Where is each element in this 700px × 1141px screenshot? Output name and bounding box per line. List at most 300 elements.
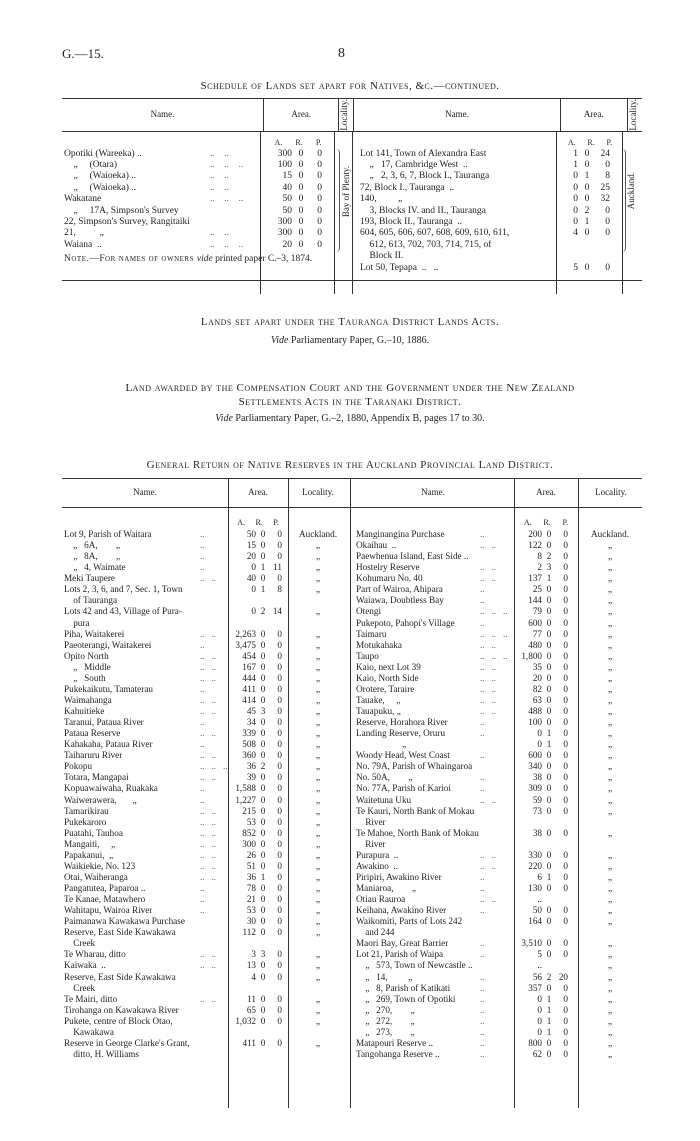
row-leader: .. .. (210, 171, 229, 182)
row-leader: .. .. (480, 694, 497, 705)
row-leader: .. .. (200, 860, 217, 871)
row-name: Manginangina Purchase (356, 529, 445, 539)
row-perches: 0 (277, 672, 282, 683)
row-perches: 0 (605, 228, 610, 239)
row-acres: 15 (282, 171, 292, 182)
row-perches: 0 (563, 739, 568, 750)
table-row (354, 595, 642, 606)
row-leader: .. .. (200, 650, 217, 661)
row-name: Taiharuru River (64, 750, 123, 761)
row-acres: 1 (573, 160, 578, 171)
row-acres: 167 (242, 661, 256, 672)
table-row (354, 640, 642, 651)
table-row (354, 817, 642, 828)
row-perches: 0 (277, 949, 282, 960)
table-row (62, 850, 350, 861)
row-leader: .. .. (480, 894, 497, 905)
table-row (358, 251, 622, 262)
row-roods: 0 (546, 772, 552, 783)
table-row (62, 595, 350, 606)
table-row (354, 761, 642, 772)
row-name: Kahuitieke (64, 706, 105, 716)
row-roods: 1 (546, 993, 552, 1004)
table-row (62, 562, 350, 573)
row-acres: 100 (528, 717, 542, 728)
row-name: Pukepoto, Pahopi's Village (356, 617, 455, 628)
row-perches: 24 (600, 148, 610, 159)
row-roods: 0 (260, 717, 266, 728)
row-roods: 1 (546, 1026, 552, 1037)
row-name: Paimanawa Kawakawa Purchase (64, 916, 185, 927)
row-acres: 0 (537, 1015, 542, 1026)
row-acres: 26 (246, 849, 256, 860)
row-perches: 0 (277, 728, 282, 739)
row-name: No. 79A, Parish of Whaingaroa (356, 761, 473, 772)
row-name: „ 8A, „ (64, 551, 121, 562)
table-row (358, 217, 622, 228)
row-roods: 0 (546, 938, 552, 949)
row-name: Tauapuku, „ (356, 706, 401, 716)
row-locality: „ (315, 816, 321, 827)
row-perches: 0 (317, 148, 322, 159)
document-reference: G.—15. (62, 46, 104, 61)
row-perches: 0 (563, 661, 568, 672)
row-name: Paeoterangi, Waitakerei (64, 639, 152, 650)
row-acres: 164 (528, 916, 542, 927)
row-name: 21, „ (64, 228, 104, 239)
row-roods: 0 (298, 239, 304, 250)
row-perches: 0 (277, 871, 282, 882)
table-row (354, 1038, 642, 1049)
row-name: Okaihau .. (356, 540, 397, 551)
table-row (62, 171, 352, 182)
row-roods: 0 (260, 860, 266, 871)
row-acres: 53 (246, 816, 256, 827)
row-roods: 0 (260, 750, 266, 761)
table-row (62, 1038, 350, 1049)
row-roods: 0 (260, 628, 266, 639)
row-name: „ 270, „ (356, 1004, 415, 1015)
row-roods: 0 (584, 228, 590, 239)
row-name: Te Kauri, North Bank of Mokau (356, 805, 475, 816)
row-acres: 5 (537, 949, 542, 960)
row-acres: 508 (242, 739, 256, 750)
row-roods: 0 (260, 1015, 266, 1026)
table-row (62, 806, 350, 817)
row-perches: 14 (272, 606, 282, 617)
row-locality: „ (607, 1004, 613, 1015)
row-name: Tamarikirau (64, 805, 109, 816)
row-locality: „ (315, 971, 321, 982)
row-roods: 0 (260, 794, 266, 805)
table-row (354, 1016, 642, 1027)
table-row (62, 529, 350, 540)
row-perches: 0 (277, 838, 282, 849)
table-row (354, 872, 642, 883)
row-acres: 35 (532, 661, 542, 672)
table-row (62, 1016, 350, 1027)
row-locality: „ (607, 717, 613, 728)
row-locality: „ (607, 905, 613, 916)
table-row (358, 183, 622, 194)
row-locality: „ (315, 905, 321, 916)
row-acres: 15 (246, 540, 256, 551)
row-perches: 0 (277, 683, 282, 694)
row-name: Waitetuna Uku (356, 794, 412, 805)
row-acres: 2 (537, 562, 542, 573)
row-roods: 0 (260, 650, 266, 661)
row-locality: „ (607, 971, 613, 982)
table-row (62, 240, 352, 251)
row-name: No. 77A, Parish of Karioi (356, 783, 451, 794)
row-perches: 0 (563, 982, 568, 993)
row-locality: „ (607, 871, 613, 882)
row-acres: 50 (246, 529, 256, 539)
row-acres: 79 (532, 606, 542, 617)
row-locality: „ (315, 694, 321, 705)
row-acres: .. (537, 894, 542, 905)
table-row (354, 695, 642, 706)
row-name: Block II. (360, 251, 404, 262)
row-acres: 800 (528, 1037, 542, 1048)
row-roods: 0 (260, 916, 266, 927)
row-leader: .. (480, 938, 485, 949)
row-leader: .. (200, 540, 205, 551)
table-row (354, 839, 642, 850)
table-row (62, 149, 352, 160)
row-roods: 2 (584, 205, 590, 216)
row-perches: 0 (563, 1048, 568, 1059)
schedule-title: Schedule of Lands set apart for Natives, &c.—continued. (200, 80, 500, 92)
table-row (62, 706, 350, 717)
row-roods: 0 (546, 717, 552, 728)
table-row (354, 795, 642, 806)
row-acres: 3 (251, 949, 256, 960)
row-perches: 0 (277, 993, 282, 1004)
row-leader: .. (200, 783, 205, 794)
row-name: Piha, Waitakerei (64, 628, 125, 639)
table-row (354, 1027, 642, 1038)
table-row (354, 927, 642, 938)
row-name: Puatahi, Tauhoa (64, 827, 123, 838)
row-perches: 0 (277, 639, 282, 650)
row-roods: 0 (584, 148, 590, 159)
table-row (62, 1027, 350, 1038)
row-acres: 130 (528, 883, 542, 893)
schedule-note: Note.—For names of owners vide printed paper C.–3, 1874. (64, 253, 313, 264)
row-name: Keihana, Awakino River (356, 905, 447, 916)
row-name: and 244 (356, 927, 395, 938)
row-locality: „ (315, 728, 321, 739)
row-acres: 1,588 (235, 783, 256, 794)
table-row (62, 206, 352, 217)
row-locality: „ (315, 606, 321, 617)
row-roods: 0 (260, 540, 266, 551)
row-perches: 0 (277, 1015, 282, 1026)
table-row (62, 684, 350, 695)
table-row (358, 171, 622, 182)
row-leader: .. (480, 584, 485, 595)
table-row (62, 695, 350, 706)
row-acres: 63 (532, 694, 542, 705)
row-roods: 0 (298, 171, 304, 182)
row-perches: 0 (317, 205, 322, 216)
row-locality: „ (315, 562, 321, 573)
row-acres: 13 (246, 960, 256, 971)
row-perches: 8 (605, 171, 610, 182)
row-locality: „ (315, 849, 321, 860)
row-roods: 0 (546, 606, 552, 617)
table-row (62, 960, 350, 971)
table-row (354, 828, 642, 839)
row-locality: „ (607, 540, 613, 551)
row-name: Totara, Mangapai (64, 772, 129, 783)
row-acres: 62 (532, 1048, 542, 1059)
row-leader: .. (480, 1037, 485, 1048)
row-name: Matapouri Reserve .. (356, 1037, 434, 1048)
row-name: „ 2, 3, 6, 7, Block I., Tauranga (360, 171, 490, 182)
row-perches: 0 (277, 827, 282, 838)
row-perches: 0 (317, 160, 322, 171)
row-acres: 65 (246, 1004, 256, 1015)
row-acres: 444 (242, 672, 256, 683)
row-leader: .. (480, 717, 485, 728)
table-row (354, 706, 642, 717)
table-row (62, 618, 350, 629)
col-header-area-right: Area. (560, 99, 627, 132)
row-name: Motukahaka (356, 639, 402, 650)
row-acres: 137 (528, 573, 542, 584)
row-acres: 36 (246, 761, 256, 772)
row-leader: .. .. (200, 672, 217, 683)
row-acres: 0 (537, 739, 542, 750)
row-acres: .. (537, 960, 542, 971)
locality-auckland: Auckland. (626, 171, 636, 209)
row-perches: 0 (563, 938, 568, 949)
row-name: Waikomiti, Parts of Lots 242 (356, 916, 463, 927)
table-row (358, 240, 622, 251)
row-perches: 0 (277, 573, 282, 584)
row-roods: 0 (546, 1037, 552, 1048)
table-row (354, 983, 642, 994)
col-header-name-right: Name. (354, 99, 560, 132)
row-name: River (356, 838, 386, 849)
row-roods: 0 (298, 194, 304, 205)
row-name: Waiwerawera, „ (64, 794, 137, 805)
row-roods: 0 (546, 883, 552, 893)
row-locality: „ (315, 628, 321, 639)
table-row (62, 750, 350, 761)
table-row (62, 662, 350, 673)
row-perches: 0 (277, 849, 282, 860)
row-name: Te Kanae, Matawhero (64, 894, 146, 905)
row-locality: „ (607, 794, 613, 805)
row-acres: 30 (246, 916, 256, 927)
row-leader: .. .. .. (480, 650, 508, 661)
row-name: Pukete, centre of Block Otao, (64, 1015, 173, 1026)
table-row (62, 217, 352, 228)
table-row (62, 949, 350, 960)
row-acres: 45 (246, 706, 256, 716)
row-acres: 215 (242, 805, 256, 816)
row-locality: „ (315, 739, 321, 750)
gen-arp-left: A. R. P. (237, 518, 279, 527)
row-perches: 0 (563, 606, 568, 617)
row-locality: „ (315, 805, 321, 816)
row-acres: 0 (251, 584, 256, 595)
row-roods: 0 (546, 805, 552, 816)
row-name: „ (Waioeka) .. (64, 171, 137, 182)
row-leader: .. .. (200, 993, 217, 1004)
row-acres: 122 (528, 540, 542, 551)
row-perches: 0 (277, 783, 282, 794)
table-row (354, 584, 642, 595)
row-leader: .. .. (200, 871, 217, 882)
row-acres: 5 (573, 262, 578, 273)
row-roods: 0 (298, 160, 304, 171)
row-perches: 0 (277, 916, 282, 927)
table-row (358, 194, 622, 205)
row-leader: .. (480, 1048, 485, 1059)
row-perches: 0 (277, 661, 282, 672)
row-leader: .. (200, 883, 205, 893)
row-name: „ 269, Town of Opotiki (356, 993, 456, 1004)
row-perches: 0 (277, 772, 282, 783)
row-acres: 330 (528, 849, 542, 860)
row-acres: 3,475 (235, 639, 256, 650)
row-locality: „ (607, 827, 613, 838)
table-row (358, 263, 622, 274)
row-roods: 1 (260, 584, 266, 595)
row-perches: 0 (605, 160, 610, 171)
row-roods: 1 (260, 562, 266, 573)
row-locality: „ (315, 927, 321, 938)
row-locality: „ (315, 717, 321, 728)
row-locality: „ (315, 1015, 321, 1026)
row-locality: „ (315, 750, 321, 761)
row-name: Taupo (356, 650, 379, 661)
row-locality: „ (315, 1037, 321, 1048)
row-roods: 0 (260, 739, 266, 750)
row-locality: „ (607, 683, 613, 694)
row-roods: 0 (260, 838, 266, 849)
row-locality: „ (315, 993, 321, 1004)
row-perches: 0 (563, 694, 568, 705)
row-perches: 0 (277, 805, 282, 816)
row-leader: .. .. .. (210, 194, 244, 205)
table-row (354, 673, 642, 684)
row-acres: 0 (537, 1026, 542, 1037)
schedule-table (62, 98, 642, 281)
table-row (354, 562, 642, 573)
row-locality: „ (607, 562, 613, 573)
table-row (62, 761, 350, 772)
row-name: Mangaiti, „ (64, 838, 116, 849)
row-acres: 488 (528, 706, 542, 716)
row-locality: „ (607, 639, 613, 650)
row-roods: 0 (546, 694, 552, 705)
row-roods: 0 (546, 617, 552, 628)
row-acres: 51 (246, 860, 256, 871)
row-acres: 59 (532, 794, 542, 805)
table-row (62, 160, 352, 171)
row-perches: 0 (317, 228, 322, 239)
row-perches: 25 (600, 182, 610, 193)
row-roods: 0 (546, 750, 552, 761)
row-locality: „ (607, 860, 613, 871)
table-row (62, 817, 350, 828)
row-acres: 300 (277, 228, 292, 239)
row-leader: .. (480, 1026, 485, 1037)
row-roods: 0 (546, 949, 552, 960)
row-acres: 1,227 (235, 794, 256, 805)
row-locality: „ (315, 871, 321, 882)
row-perches: 0 (277, 960, 282, 971)
row-roods: 0 (260, 694, 266, 705)
row-roods: 1 (546, 871, 552, 882)
row-roods: 0 (260, 816, 266, 827)
row-perches: 0 (563, 794, 568, 805)
row-name: Paewhenua Island, East Side .. (356, 551, 469, 562)
row-locality: Auckland. (298, 529, 337, 539)
table-row (354, 739, 642, 750)
table-row (62, 927, 350, 938)
row-name: Lot 21, Parish of Waipa (356, 949, 444, 960)
compensation-heading-line1: Land awarded by the Compensation Court and the Government under the New Zealand (125, 382, 575, 394)
row-acres: 0 (573, 217, 578, 227)
row-locality: „ (607, 960, 613, 971)
row-locality: „ (607, 761, 613, 772)
row-acres: 2,263 (235, 628, 256, 639)
table-row (358, 149, 622, 160)
row-locality: „ (315, 960, 321, 971)
row-acres: 220 (528, 860, 542, 871)
row-name: „ South (64, 672, 106, 683)
row-name: Wakatane (64, 194, 102, 205)
row-locality: „ (607, 894, 613, 905)
row-leader: .. .. (200, 849, 217, 860)
row-leader: .. (200, 529, 205, 539)
row-roods: 0 (260, 849, 266, 860)
row-name: Reserve, East Side Kawakawa (64, 927, 176, 938)
row-roods: 0 (546, 827, 552, 838)
row-name: pura (64, 617, 90, 628)
row-locality: „ (315, 706, 321, 716)
table-row (62, 828, 350, 839)
table-row (62, 772, 350, 783)
row-leader: .. (480, 728, 485, 739)
row-acres: 100 (277, 160, 292, 171)
table-row (354, 806, 642, 817)
table-row (62, 983, 350, 994)
row-leader: .. .. (480, 706, 497, 716)
row-leader: .. (480, 783, 485, 794)
row-locality: „ (607, 584, 613, 595)
table-row (354, 949, 642, 960)
row-locality: „ (315, 783, 321, 794)
row-name: Opotiki (Wareeka) .. (64, 148, 142, 159)
table-row (358, 206, 622, 217)
row-perches: 0 (277, 628, 282, 639)
row-leader: .. .. (480, 562, 497, 573)
table-row (62, 194, 352, 205)
row-acres: 0 (573, 205, 578, 216)
schedule-right-rows (358, 149, 622, 274)
row-acres: 8 (537, 551, 542, 562)
row-perches: 0 (563, 916, 568, 927)
row-acres: 77 (532, 628, 542, 639)
table-row (354, 551, 642, 562)
